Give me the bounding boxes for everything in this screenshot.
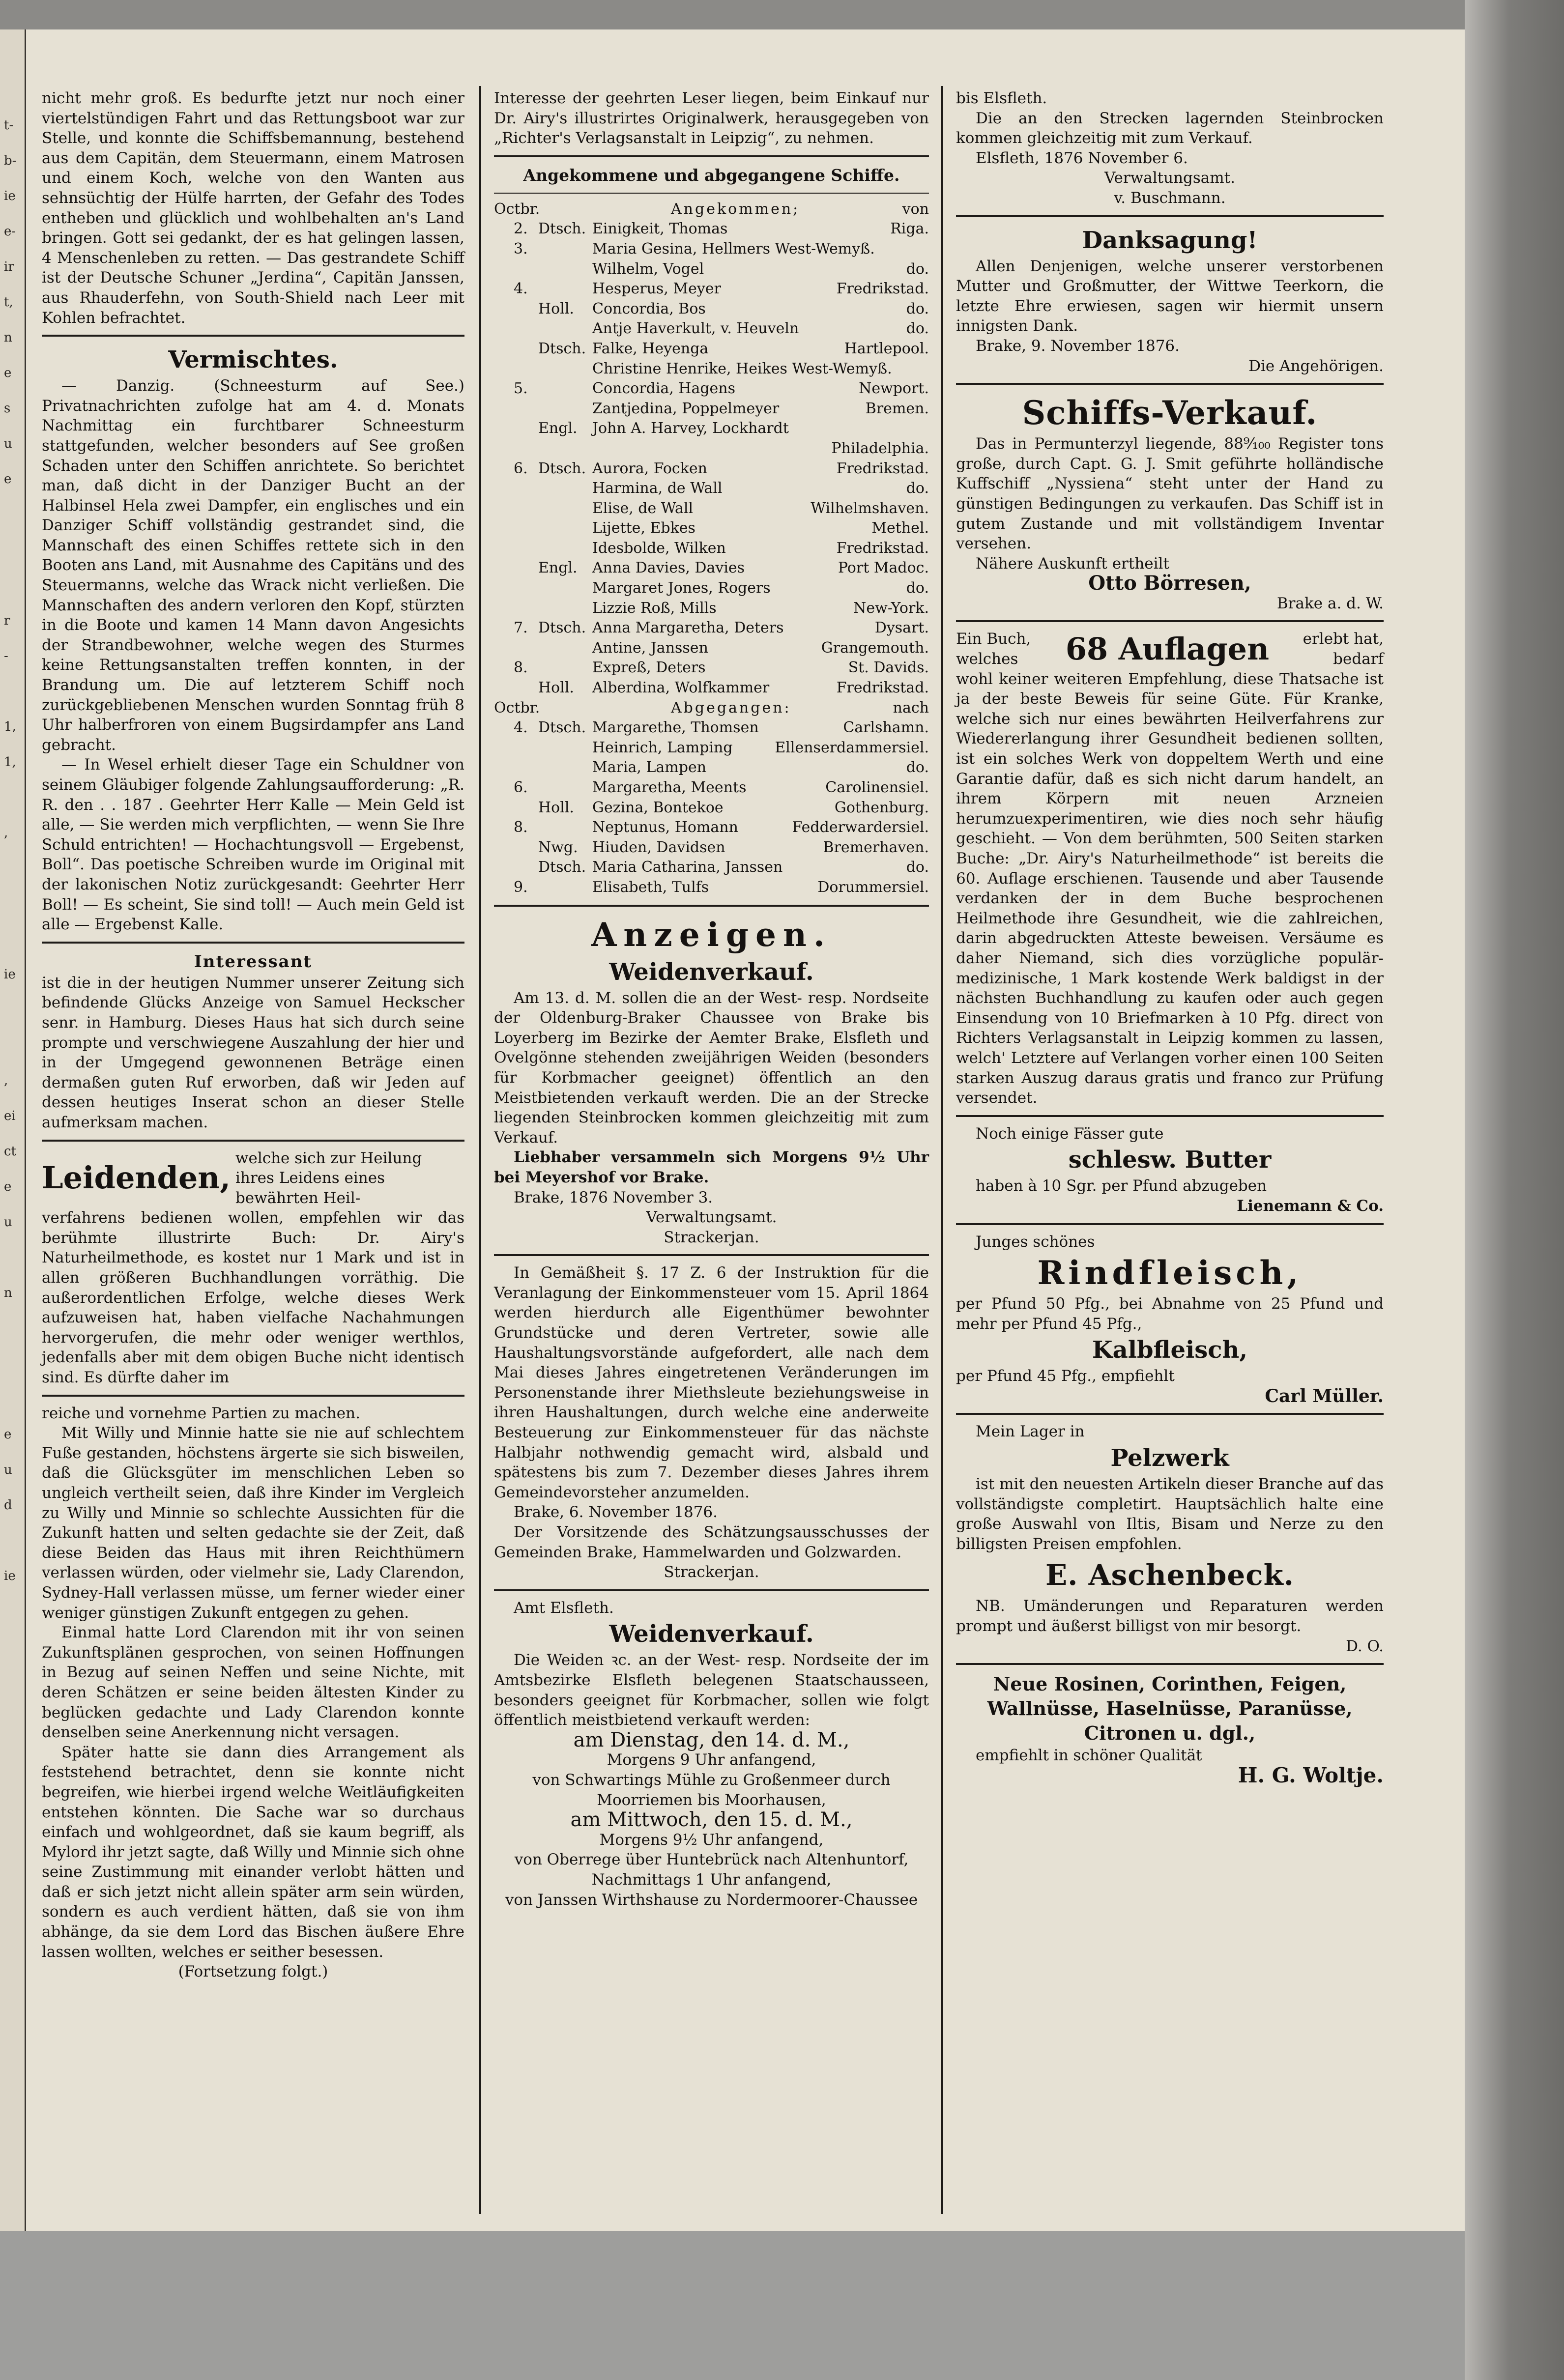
ship-day <box>494 578 538 599</box>
ad-butter-text: haben à 10 Sgr. per Pfund abzugeben <box>976 1177 1267 1195</box>
ad-auflagen-title: 68 Auflagen <box>1065 631 1270 667</box>
ship-day <box>494 479 538 499</box>
ship-port: Gothenburg. <box>834 799 929 816</box>
ad-danksagung-signature: Die Angehörigen. <box>1248 357 1384 375</box>
ship-port: St. Davids. <box>848 659 929 677</box>
ship-day <box>494 758 538 778</box>
ship-day <box>494 858 538 878</box>
ship-flag <box>538 239 592 259</box>
ship-day <box>494 399 538 419</box>
strip-fragment: ei <box>4 1109 16 1123</box>
ship-row <box>494 539 929 559</box>
strip-fragment: e <box>4 1427 12 1442</box>
ad-rindfleisch-title: Rindfleisch, <box>1037 1254 1303 1292</box>
ship-row <box>494 499 929 519</box>
ad-date-tuesday: am Dienstag, den 14. d. M., <box>573 1728 850 1751</box>
strip-fragment: s <box>4 401 11 416</box>
ship-name-captain: John A. Harvey, Lockhardt <box>592 420 789 437</box>
ship-row <box>494 578 929 599</box>
ship-flag: Holl. <box>538 300 574 317</box>
divider <box>956 1223 1384 1225</box>
ship-row <box>494 459 929 479</box>
ship-row <box>494 758 929 778</box>
divider <box>956 1413 1384 1415</box>
divider <box>956 215 1384 217</box>
ships-month: Octbr. <box>494 699 540 717</box>
strip-fragment: ie <box>4 189 16 203</box>
ship-row <box>494 279 929 299</box>
ship-flag: Dtsch. <box>538 859 586 876</box>
ship-name-captain: Idesbolde, Wilken <box>592 539 726 557</box>
ship-flag <box>538 499 592 519</box>
ship-port: Carolinensiel. <box>825 779 929 796</box>
ad-leidenden-lead <box>42 1148 464 1208</box>
ship-row <box>494 718 929 738</box>
ship-name-captain: Concordia, Hagens <box>592 380 736 398</box>
ship-row <box>494 838 929 858</box>
ad-rindfleisch-pre: Junges schönes <box>976 1233 1095 1251</box>
ad-leidenden-title: Leidenden, <box>42 1160 231 1196</box>
column-1 <box>42 88 464 1982</box>
ad-pelzwerk-signature: E. Aschenbeck. <box>1045 1558 1294 1592</box>
ship-day: 2. <box>514 220 528 238</box>
ship-port: do. <box>906 859 929 876</box>
ad-schiffsverkauf-name: Otto Börresen, <box>1088 572 1251 595</box>
ship-flag <box>538 599 592 619</box>
elsfleth-office: Verwaltungsamt. <box>1104 169 1235 187</box>
strip-fragment: r <box>4 613 10 628</box>
ship-name-captain: Gezina, Bontekoe <box>592 799 724 816</box>
ship-row <box>494 858 929 878</box>
ship-name-captain: Maria Catharina, Janssen <box>592 859 783 876</box>
ad-route-afternoon: von Janssen Wirthshause zu Nordermoorer-Chaussee <box>505 1891 918 1909</box>
ship-port: do. <box>906 759 929 776</box>
ship-flag <box>538 379 592 399</box>
strip-fragment: n <box>4 330 12 345</box>
divider <box>956 1663 1384 1665</box>
ships-title: Angekommene und abgegangene Schiffe. <box>523 165 900 185</box>
ship-day <box>494 798 538 818</box>
ship-flag <box>538 758 592 778</box>
scan-right-shadow <box>1465 0 1564 2380</box>
ship-day: 3. <box>514 240 528 258</box>
ship-flag: Holl. <box>538 799 574 816</box>
ad-weidenverkauf-date: Brake, 1876 November 3. <box>514 1188 713 1206</box>
ad-kalbfleisch-signature: Carl Müller. <box>1265 1385 1384 1406</box>
ship-row <box>494 439 929 459</box>
ad-kalbfleisch-text: per Pfund 45 Pfg., empfiehlt <box>956 1367 1175 1385</box>
ship-row <box>494 479 929 499</box>
divider <box>494 1589 929 1591</box>
ship-day: 5. <box>514 380 528 398</box>
ships-departed-list <box>494 718 929 897</box>
divider <box>42 335 464 337</box>
ships-to-label: nach <box>893 699 929 717</box>
ship-day <box>494 539 538 559</box>
ship-row <box>494 399 929 419</box>
ad-pelzwerk-pre: Mein Lager in <box>976 1423 1085 1441</box>
ship-port: Hartlepool. <box>844 340 929 357</box>
ship-flag <box>538 399 592 419</box>
ships-arrived-list <box>494 219 929 698</box>
notice-chairman: Der Vorsitzende des Schätzungsausschusses der Gemeinden Brake, Hammelwarden und Golzwarden. <box>494 1523 929 1561</box>
ship-port: Dysart. <box>874 619 929 637</box>
ship-name-captain: Elisabeth, Tulfs <box>592 878 709 896</box>
ship-name-captain: Aurora, Focken <box>592 459 707 477</box>
ad-weidenverkauf-office: Verwaltungsamt. <box>646 1208 777 1227</box>
ship-day <box>494 518 538 539</box>
ship-flag: Engl. <box>538 420 578 437</box>
strip-fragment: 1, <box>4 755 16 770</box>
story-paragraph: Einmal hatte Lord Clarendon mit ihr von seinen Zukunftsplänen gesprochen, von seinen Hoffnungen in Bezug auf seinen Neffen und seine Nichte, mit deren Schätzen er seine beiden ältesten Kinder zu beglücken gedachte und Lady Clarendon konnte denselben seine Anerkennung nicht versagen. <box>42 1624 464 1742</box>
section-title-vermischtes: Vermischtes. <box>168 346 338 374</box>
ship-name-captain: Concordia, Bos <box>592 300 706 317</box>
ship-name-captain: Falke, Heyenga <box>592 340 709 357</box>
ship-flag <box>538 878 592 898</box>
column-rule-2 <box>941 86 943 2214</box>
strip-fragment: t, <box>4 295 13 310</box>
ship-flag <box>538 439 592 459</box>
ship-day: 8. <box>514 819 528 836</box>
ship-name-captain: Margarethe, Thomsen <box>592 719 759 737</box>
ship-name-captain: Einigkeit, Thomas <box>592 220 728 238</box>
ad-auflagen-text: wohl keiner weiteren Empfehlung, diese Thatsache ist ja der beste Beweis für seine Güte. Für Kranke, welche sich nur eines bewährten Heilverfahrens zur Wiedererlangung ihrer Gesundheit bedienen sollten, ist ein solches Werk von doppeltem Werth und eine Garantie dafür, daß es sich nicht darum handelt, an ihrem Körpern mit neuen Arzneien herumzuexperimentiren, wie dies noch sehr häufig geschieht. — Von dem berühmten, 500 Seiten starken Buche: „Dr. Airy's Naturheilmethode“ ist bereits die 60. Auflage erschienen. Tausende und aber Tausende verdanken der in dem Buche besprochenen Heilmethode ihre Gesundheit, wie die zahlreichen, darin abgedruckten Atteste beweisen. Versäume es daher Niemand, sich dies vorzügliche populär-medizinische, 1 Mark kostende Werk baldigst in der nächsten Buchhandlung zu kaufen oder auch gegen Einsendung von 10 Briefmarken à 10 Pfg. direct von Richters Verlagsanstalt in Leipzig kommen zu lassen, welch' Letztere auf Verlangen vorher einen 100 Seiten starken Auszug daraus gratis und franco zur Prüfung versendet. <box>956 670 1384 1107</box>
news-danzig: — Danzig. (Schneesturm auf See.) Privatnachrichten zufolge hat am 4. d. Monats Nachmittag ein furchtbarer Schneesturm stattgefunden, welcher besonders auf See großen Schaden unter den Schiffen anrichtete. So berichtet man, daß dicht in der Danziger Bucht an der Halbinsel Hela zwei Dampfer, ein englisches und ein Danziger Schiff vollständig gestrandet sind, die Mannschaft des einen Schiffes rettete sich in den Booten ans Land, mit Ausnahme des Capitäns und des Steuermanns, welche das Wrack nicht verließen. Die Mannschaften des andern verloren den Kopf, stürzten in die Boote und kamen 14 Mann davon Angesichts der Strandbewohner, welche wegen des Sturmes keine Rettungsanstalten treffen konnten, in der Brandung um. Die auf letzterem Schiff noch zurückgebliebenen Menschen wurden Sonntag früh 8 Uhr halberfroren von einem Bugsirdampfer ans Land gebracht. <box>42 377 464 754</box>
ship-row <box>494 259 929 280</box>
ship-flag <box>538 259 592 280</box>
ships-from-label: von <box>902 200 929 218</box>
ad-rosinen-text: empfiehlt in schöner Qualität <box>976 1747 1202 1765</box>
ship-flag: Dtsch. <box>538 459 586 477</box>
ad-danksagung-title: Danksagung! <box>1082 226 1258 254</box>
ship-port: Fredrikstad. <box>836 280 929 298</box>
strip-fragment: u <box>4 436 12 451</box>
ad-pelzwerk-nb: NB. Umänderungen und Reparaturen werden prompt und äußerst billigst von mir besorgt. <box>956 1597 1384 1635</box>
ad-weidenverkauf-signature: Strackerjan. <box>664 1228 759 1246</box>
ship-port: Bremerhaven. <box>823 838 929 856</box>
ship-name-captain: Wilhelm, Vogel <box>592 260 704 278</box>
ad-auflagen-lead-a: Ein Buch, welches <box>956 630 1031 668</box>
divider <box>42 1140 464 1142</box>
column-2 <box>494 88 929 1910</box>
divider <box>956 620 1384 622</box>
ad-time-afternoon: Nachmittags 1 Uhr anfangend, <box>591 1870 832 1889</box>
ship-name-captain: Hesperus, Meyer <box>592 280 721 298</box>
ad-auflagen-lead-b: erlebt hat, bedarf <box>1303 630 1384 668</box>
ship-port: do. <box>906 300 929 317</box>
ship-name-captain: Heinrich, Lamping <box>592 739 733 756</box>
divider <box>494 905 929 907</box>
divider <box>42 942 464 944</box>
strip-fragment: e <box>4 366 12 380</box>
story-paragraph: Mit Willy und Minnie hatte sie nie auf schlechtem Fuße gestanden, höchstens ärgerte sie sich bisweilen, daß die Glücksgüter im menschlichen Leben so ungleich vertheilt seien, daß ihre Kinder im Vergleich zu Willy und Minnie so schlechte Aussichten für die Zukunft hatten und selten gedachte sie der Zeit, daß diese Beiden das Haus mit ihren Reichthümern verlassen würden, oder vielmehr sie, Lady Clarendon, Sydney-Hall verlassen müsse, um ferner wieder einer weniger günstigen Zukunft entgegen zu gehen. <box>42 1424 464 1622</box>
ship-port: New-York. <box>853 599 929 617</box>
ship-day <box>494 678 538 698</box>
ship-day <box>494 558 538 578</box>
ship-flag: Holl. <box>538 679 574 697</box>
ship-row <box>494 878 929 898</box>
ships-arrived-header <box>494 200 929 220</box>
ship-port: Wilhelmshaven. <box>811 499 929 517</box>
strip-fragment: ir <box>4 259 14 274</box>
ship-flag: Dtsch. <box>538 340 586 357</box>
ship-row <box>494 219 929 239</box>
airy-intro-text: Interesse der geehrten Leser liegen, beim Einkauf nur Dr. Airy's illustrirtes Originalwerk, herausgegeben von „Richter's Verlagsanstalt in Leipzig“, zu nehmen. <box>494 89 929 147</box>
strip-fragment: e <box>4 472 12 487</box>
elsfleth-signature: v. Buschmann. <box>1114 189 1226 207</box>
previous-page-strip <box>0 29 26 2231</box>
ad-route-tuesday: von Schwartings Mühle zu Großenmeer durch Moorriemen bis Moorhausen, <box>532 1771 891 1809</box>
ship-row <box>494 558 929 578</box>
ship-day <box>494 339 538 359</box>
ship-row <box>494 818 929 838</box>
ship-name-captain: Expreß, Deters <box>592 659 706 677</box>
divider <box>956 1115 1384 1117</box>
ship-name-captain: Neptunus, Homann <box>592 819 738 836</box>
ship-day <box>494 738 538 758</box>
ship-row <box>494 339 929 359</box>
ad-schiffsverkauf-text: Das in Permunterzyl liegende, 88⁹⁄₁₀₀ Register tons große, durch Capt. G. J. Smit geführte holländische Kuffschiff „Nyssiena“ steht unter der Hand zu günstigen Bedingungen zu verkaufen. Das Schiff ist in gutem Zustande und mit vollständigem Inventar versehen. <box>956 435 1384 553</box>
ad-time-tuesday: Morgens 9 Uhr anfangend, <box>607 1751 816 1769</box>
story-continuation-note: (Fortsetzung folgt.) <box>178 1963 328 1981</box>
ship-flag <box>538 738 592 758</box>
ships-departed-header <box>494 698 929 718</box>
ship-row <box>494 638 929 659</box>
ship-day <box>494 439 538 459</box>
strip-fragment: e <box>4 1179 12 1194</box>
strip-fragment: ie <box>4 967 16 982</box>
ship-flag <box>538 479 592 499</box>
ship-row <box>494 618 929 638</box>
ship-flag <box>538 638 592 659</box>
divider <box>494 1254 929 1256</box>
ship-name-captain: Lizzie Roß, Mills <box>592 599 717 617</box>
ship-port: Bremen. <box>865 400 929 417</box>
ship-port: Fredrikstad. <box>836 459 929 477</box>
ship-row <box>494 658 929 678</box>
ship-port: do. <box>906 480 929 497</box>
elsfleth-steinbrocken: Die an den Strecken lagernden Steinbrocken kommen gleichzeitig mit zum Verkauf. <box>956 109 1384 147</box>
ship-flag: Dtsch. <box>538 719 586 737</box>
ad-leidenden-lead-text: welche sich zur Heilung ihres Leidens eines bewährten Heil- <box>235 1149 422 1207</box>
ship-flag <box>538 818 592 838</box>
rescue-report: nicht mehr groß. Es bedurfte jetzt nur noch einer viertelstündigen Fahrt und das Rettungsboot war zur Stelle, und konnte die Schiffsbemannung, bestehend aus dem Capitän, dem Steuermann, einem Matrosen und einem Koch, welche von den Wanten aus sehnsüchtig der Hülfe harrten, der Gefahr des Todes entheben und glücklich und wohlbehalten an's Land bringen. Gott sei gedankt, der es hat gelingen lassen, 4 Menschenleben zu retten. — Das gestrandete Schiff ist der Deutsche Schuner „Jerdina“, Capitän Janssen, aus Rhauderfehn, von South-Shield nach Leer mit Kohlen befrachtet. <box>42 89 464 327</box>
ships-departed-label: Abgegangen: <box>671 699 791 717</box>
notice-einkommensteuer: In Gemäßheit §. 17 Z. 6 der Instruktion für die Veranlagung der Einkommensteuer vom 15. April 1864 werden hierdurch alle Eigenthümer bewohnter Grundstücke und deren Vertreter, sowie alle Haushaltungsvorstände aufgefordert, alle nach dem Mai dieses Jahres eingetretenen Veränderungen im Personenstande ihrer Miethsleute beziehungsweise in ihren Haushaltungen, durch welche eine anderweite Besteuerung zur Einkommensteuer für das nächste Halbjahr nothwendig gemacht wird, alsbald und spätestens bis zum 7. Dezember dieses Jahres ihrem Gemeindevorsteher anzumelden. <box>494 1264 929 1501</box>
divider <box>42 1395 464 1397</box>
ship-port: do. <box>906 260 929 278</box>
strip-fragment: t- <box>4 118 14 133</box>
ship-flag <box>538 578 592 599</box>
ship-name-captain: Zantjedina, Poppelmeyer <box>592 400 780 417</box>
ship-day <box>494 259 538 280</box>
ad-butter-pre: Noch einige Fässer gute <box>976 1124 1164 1143</box>
ship-flag <box>538 518 592 539</box>
heading-interessant: Interessant <box>194 951 313 972</box>
ship-port: Ellenserdammersiel. <box>775 739 929 756</box>
strip-fragment: 1, <box>4 719 16 734</box>
ship-name-captain: Maria, Lampen <box>592 759 707 776</box>
ad-danksagung-date: Brake, 9. November 1876. <box>976 337 1180 355</box>
ad-schiffsverkauf-place: Brake a. d. W. <box>1276 594 1384 612</box>
ship-row <box>494 359 929 379</box>
ship-port: Newport. <box>859 380 929 398</box>
ship-name-captain: Lijette, Ebkes <box>592 519 695 537</box>
ad-weidenverkauf-title: Weidenverkauf. <box>609 958 814 986</box>
ship-day: 6. <box>514 459 528 477</box>
ship-port: Fedderwardersiel. <box>792 819 929 836</box>
ship-row <box>494 239 929 259</box>
ship-row <box>494 319 929 339</box>
divider <box>494 193 929 194</box>
ship-day <box>494 419 538 439</box>
ship-name-captain: Margaret Jones, Rogers <box>592 579 771 597</box>
ad-weidenverkauf-text: Am 13. d. M. sollen die an der West- resp. Nordseite der Oldenburg-Braker Chaussee von Brake bis Loyerberg im Bezirke der Aemter Brake, Elsfleth und Ovelgönne stehenden zweijährigen Weiden (besonders für Korbmacher geeignet) öffentlich an den Meistbietenden verkauft werden. Die an der Strecke liegenden Steinbrocken kommen gleichzeitig mit zum Verkauf. <box>494 989 929 1147</box>
notice-signature: Strackerjan. <box>664 1563 759 1581</box>
ship-port: Fredrikstad. <box>836 539 929 557</box>
ship-flag <box>538 778 592 798</box>
section-title-anzeigen: Anzeigen. <box>591 915 832 954</box>
ship-name-captain: Anna Davies, Davies <box>592 559 745 577</box>
notice-date: Brake, 6. November 1876. <box>514 1503 718 1521</box>
ship-name-captain: Elise, de Wall <box>592 499 694 517</box>
ship-flag <box>538 658 592 678</box>
ad-weidenverkauf-2-title: Weidenverkauf. <box>609 1620 814 1648</box>
ad-leidenden-text: verfahrens bedienen wollen, empfehlen wir das berühmte illustrirte Buch: Dr. Airy's Naturheilmethode, es kostet nur 1 Mark und ist in allen größeren Buchhandlungen vorräthig. Die außerordentlichen Erfolge, welche dieses Werk aufzuweisen hat, haben vielfache Nachahmungen hervorgerufen, die mehr oder weniger werthlos, jedenfalls aber mit dem obigen Buche nicht identisch sind. Es dürfte daher im <box>42 1209 464 1387</box>
ad-pelzwerk-title: Pelzwerk <box>1110 1444 1229 1472</box>
strip-fragment: ie <box>4 1569 16 1583</box>
ships-month: Octbr. <box>494 200 540 218</box>
ship-row <box>494 798 929 818</box>
ad-rosinen-title: Neue Rosinen, Corinthen, Feigen, Wallnüsse, Haselnüsse, Paranüsse, Citronen u. dgl., <box>987 1673 1353 1745</box>
ship-port: do. <box>906 320 929 338</box>
elsfleth-date: Elsfleth, 1876 November 6. <box>976 149 1188 167</box>
notice-interessant: ist die in der heutigen Nummer unserer Zeitung sich befindende Glücks Anzeige von Samuel Heckscher senr. in Hamburg. Dieses Haus hat sich durch seine prompte und verschwiegene Auszahlung der hier und in der Umgegend gewonnenen Beträge einen dermaßen guten Ruf erworben, daß wir Jeden auf dessen heutiges Inserat schon an dieser Stelle aufmerksam machen. <box>42 974 464 1131</box>
ship-day <box>494 599 538 619</box>
ad-elsfleth-office: Amt Elsfleth. <box>514 1599 614 1617</box>
ad-time-wednesday: Morgens 9½ Uhr anfangend, <box>599 1831 824 1849</box>
ship-name-captain: Antje Haverkult, v. Heuveln <box>592 320 799 338</box>
ship-flag: Dtsch. <box>538 220 586 238</box>
ship-name-captain: Anna Margaretha, Deters <box>592 619 784 637</box>
ad-rindfleisch-text: per Pfund 50 Pfg., bei Abnahme von 25 Pfund und mehr per Pfund 45 Pfg., <box>956 1295 1384 1333</box>
ad-butter-signature: Lienemann & Co. <box>1237 1197 1384 1215</box>
ship-row <box>494 778 929 798</box>
elsfleth-continuation: bis Elsfleth. <box>956 89 1047 107</box>
ship-flag: Nwg. <box>538 838 578 856</box>
ad-kalbfleisch-title: Kalbfleisch, <box>1092 1336 1248 1364</box>
ship-day <box>494 359 538 379</box>
strip-fragment: ct <box>4 1144 17 1159</box>
ship-port: do. <box>906 579 929 597</box>
ship-port: Carlshamn. <box>843 719 929 737</box>
story-paragraph: reiche und vornehme Partien zu machen. <box>42 1404 360 1422</box>
ships-arrived-label: Angekommen; <box>671 200 800 218</box>
ship-row <box>494 419 929 439</box>
story-paragraph: Später hatte sie dann dies Arrangement als feststehend betrachtet, denn sie konnte nicht begreifen, wie hierbei irgend welche Weitläufigkeiten entstehen könnten. Die Sache war so durchaus einfach und wohlgeordnet, daß sie kaum begriff, als Mylord ihr jetzt sagte, daß Willy und Minnie sich ohne seine Zustimmung mit einander verlobt hätten und daß er sich jetzt nicht allein später arm sein würden, sondern es auch verdient hätten, daß sie von ihm abhänge, da sie dem Lord das Bischen äußere Ehre lassen wollten, welches er seither besessen. <box>42 1743 464 1961</box>
strip-fragment: e- <box>4 224 16 239</box>
ad-pelzwerk-text: ist mit den neuesten Artikeln dieser Branche auf das vollständigste completirt. Hauptsächlich halte eine große Auswahl von Iltis, Bisam und Nerze zu den billigsten Preisen empfohlen. <box>956 1475 1384 1553</box>
strip-fragment: d <box>4 1498 12 1513</box>
divider <box>956 383 1384 385</box>
ship-day: 4. <box>514 719 528 737</box>
ad-auflagen-lead <box>956 629 1384 669</box>
ship-port: Philadelphia. <box>831 439 929 457</box>
ship-flag: Engl. <box>538 559 578 577</box>
ship-flag <box>538 319 592 339</box>
ship-row <box>494 599 929 619</box>
ship-flag <box>538 359 592 379</box>
strip-fragment: b- <box>4 153 17 168</box>
ship-port: Port Madoc. <box>838 559 929 577</box>
ship-row <box>494 299 929 319</box>
ship-day: 9. <box>514 878 528 896</box>
ship-port: Grangemouth. <box>821 639 929 657</box>
ship-day: 7. <box>514 619 528 637</box>
ship-name-captain: Antine, Janssen <box>592 639 708 657</box>
ad-date-wednesday: am Mittwoch, den 15. d. M., <box>570 1808 853 1832</box>
ad-route-wednesday: von Oberrege über Huntebrück nach Altenhuntorf, <box>514 1851 909 1869</box>
ship-flag <box>538 279 592 299</box>
ship-day: 8. <box>514 659 528 677</box>
ship-flag: Dtsch. <box>538 619 586 637</box>
strip-fragment: , <box>4 1073 8 1088</box>
ship-day: 4. <box>514 280 528 298</box>
ship-port: Dorummersiel. <box>817 878 929 896</box>
ship-day <box>494 299 538 319</box>
ship-port: Fredrikstad. <box>836 679 929 697</box>
strip-fragment: , <box>4 826 8 840</box>
column-3 <box>956 88 1384 1785</box>
ship-flag <box>538 539 592 559</box>
news-wesel: — In Wesel erhielt dieser Tage ein Schuldner von seinem Gläubiger folgende Zahlungsaufforderung: „R. R. den . . 187 . Geehrter Herr Kalle — Mein Geld ist alle, — Sie werden mich verpflichten, — wenn Sie Ihre Schuld entrichten! — Hochachtungsvoll — Ergebenst, Boll“. Das poetische Schreiben wurde im Original mit der lakonischen Notiz zurückgesandt: Geehrter Herr Boll! — Es scheint, Sie sind toll! — Auch mein Geld ist alle — Ergebenst Kalle. <box>42 756 464 934</box>
ad-weidenverkauf-2-text: Die Weiden ꝛc. an der West- resp. Nordseite der im Amtsbezirke Elsfleth belegenen Staatschausseen, besonders geeignet für Korbmacher, sollen wie folgt öffentlich meistbietend verkauft werden: <box>494 1651 929 1729</box>
ship-day <box>494 638 538 659</box>
ship-name-captain: Hiuden, Davidsen <box>592 838 725 856</box>
ship-port: Methel. <box>871 519 929 537</box>
ad-rosinen-signature: H. G. Woltje. <box>1238 1763 1384 1787</box>
ad-pelzwerk-do: D. O. <box>1346 1637 1384 1655</box>
ship-day <box>494 838 538 858</box>
column-rule-1 <box>479 86 481 2214</box>
strip-fragment: u <box>4 1462 12 1477</box>
divider <box>494 155 929 157</box>
strip-fragment: - <box>4 649 8 663</box>
ship-name-captain: Harmina, de Wall <box>592 480 723 497</box>
strip-fragment: u <box>4 1215 12 1230</box>
ship-row <box>494 738 929 758</box>
strip-fragment: n <box>4 1286 12 1300</box>
ad-schiffsverkauf-title: Schiffs-Verkauf. <box>1022 394 1318 432</box>
ad-butter-title: schlesw. Butter <box>1068 1146 1272 1174</box>
ship-name-captain: Margaretha, Meents <box>592 779 747 796</box>
ship-day: 6. <box>514 779 528 796</box>
ship-day <box>494 499 538 519</box>
ship-day <box>494 319 538 339</box>
ad-schiffsverkauf-info: Nähere Auskunft ertheilt <box>976 554 1169 573</box>
ship-row <box>494 678 929 698</box>
ship-name-captain: Christine Henrike, Heikes West-Wemyß. <box>592 360 892 377</box>
ad-danksagung-text: Allen Denjenigen, welche unserer verstorbenen Mutter und Großmutter, der Wittwe Teerkorn, die letzte Ehre erwiesen, sagen wir hiermit unsern innigsten Dank. <box>956 257 1384 335</box>
ad-weidenverkauf-meeting: Liebhaber versammeln sich Morgens 9½ Uhr bei Meyershof vor Brake. <box>494 1148 929 1186</box>
ship-port: Riga. <box>890 220 929 238</box>
ship-row <box>494 379 929 399</box>
ship-name-captain: Maria Gesina, Hellmers West-Wemyß. <box>592 240 875 258</box>
ship-name-captain: Alberdina, Wolfkammer <box>592 679 770 697</box>
ship-row <box>494 518 929 539</box>
